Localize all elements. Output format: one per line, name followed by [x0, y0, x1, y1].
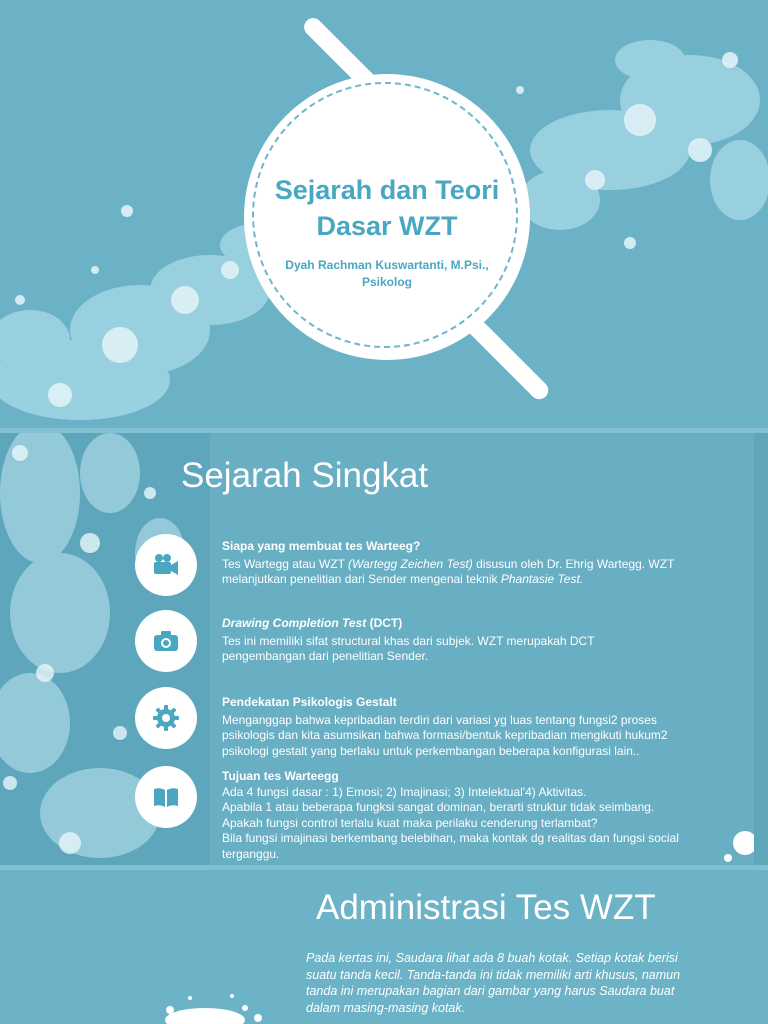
- history-item-4: [222, 769, 722, 862]
- admin-text-line: Pada kertas ini, Saudara lihat ada 8 buah kotak. Setiap kotak berisi: [306, 951, 678, 965]
- history-item-4-text: Bila fungsi imajinasi berkembang belebihan, maka kontak dg realitas dan fungsi social: [222, 831, 679, 845]
- history-item-1-text: melanjutkan penelitian dari Sender mengenai teknik: [222, 572, 501, 586]
- history-slide: [0, 433, 768, 865]
- history-item-2-badge: [135, 610, 197, 672]
- history-item-1-text: disusun oleh Dr. Ehrig Wartegg. WZT: [472, 556, 675, 571]
- history-item-1: [222, 539, 722, 588]
- camera-icon: [152, 627, 180, 655]
- history-item-1-title: Siapa yang membuat tes Warteeg?: [222, 539, 421, 553]
- history-item-2-title: [222, 616, 722, 632]
- history-item-3-badge: [135, 687, 197, 749]
- gear-icon: [152, 704, 180, 732]
- administration-slide: [0, 870, 768, 1024]
- cover-slide: [0, 0, 768, 428]
- cover-author-line2: Psikolog: [361, 275, 412, 289]
- history-item-3-text: psikologi gestalt yang berlaku untuk perkembangan beberapa konfigurasi lain..: [222, 743, 640, 758]
- cover-author: [244, 257, 530, 291]
- cover-title: [244, 172, 530, 244]
- history-item-4-text: Apakah fungsi control terlalu kuat maka perilaku cenderung terlambat?: [222, 815, 598, 830]
- history-item-2-title-rest: (DCT): [366, 616, 403, 630]
- admin-text-line: dalam masing-masing kotak.: [306, 1000, 466, 1015]
- history-heading: Sejarah Singkat: [181, 456, 429, 495]
- right-edge-strip: [754, 433, 768, 865]
- video-camera-icon: [152, 551, 180, 579]
- history-item-3-title: Pendekatan Psikologis Gestalt: [222, 695, 397, 709]
- history-item-2-text: pengembangan dari penelitian Sender.: [222, 649, 429, 663]
- history-item-4-text: Ada 4 fungsi dasar : 1) Emosi; 2) Imajinasi; 3) Intelektual'4) Aktivitas.: [222, 784, 587, 799]
- history-item-1-em: (Wartegg Zeichen Test): [348, 556, 473, 571]
- history-item-2: [222, 616, 722, 665]
- admin-text-line: suatu tanda kecil. Tanda-tanda ini tidak memiliki arti khusus, namun: [306, 967, 681, 982]
- history-item-4-text: Apabila 1 atau beberapa fungksi sangat dominan, berarti struktur tidak seimbang.: [222, 800, 655, 814]
- history-item-4-title: Tujuan tes Warteegg: [222, 769, 339, 783]
- history-item-1-text: Tes Wartegg atau WZT: [222, 556, 349, 571]
- cover-title-line1: Sejarah dan Teori: [274, 175, 500, 205]
- admin-paragraph: [306, 950, 736, 1016]
- admin-heading: Administrasi Tes WZT: [316, 888, 656, 927]
- history-item-2-title-em: Drawing Completion Test: [222, 616, 367, 630]
- history-item-3-text: psikologis dan kita asumsikan bahwa formasi/bentuk kepribadian mengikuti hukum2: [222, 728, 668, 742]
- history-item-1-badge: [135, 534, 197, 596]
- history-item-3: [222, 695, 722, 759]
- history-item-3-text: Menganggap bahwa kepribadian terdiri dari variasi yg luas tentang fungsi2 proses: [222, 712, 657, 727]
- cover-author-line1: Dyah Rachman Kuswartanti, M.Psi.,: [285, 258, 489, 272]
- book-icon: [152, 783, 180, 811]
- history-item-2-text: Tes ini memiliki sifat structural khas dari subjek. WZT merupakah DCT: [222, 633, 595, 648]
- history-item-1-em: Phantasie Test.: [500, 572, 584, 586]
- admin-text-line: tanda ini merupakan bagian dari gambar yang harus Saudara buat: [306, 984, 675, 998]
- history-item-4-badge: [135, 766, 197, 828]
- history-item-4-text: terganggu.: [222, 846, 280, 861]
- cover-title-line2: Dasar WZT: [316, 211, 458, 241]
